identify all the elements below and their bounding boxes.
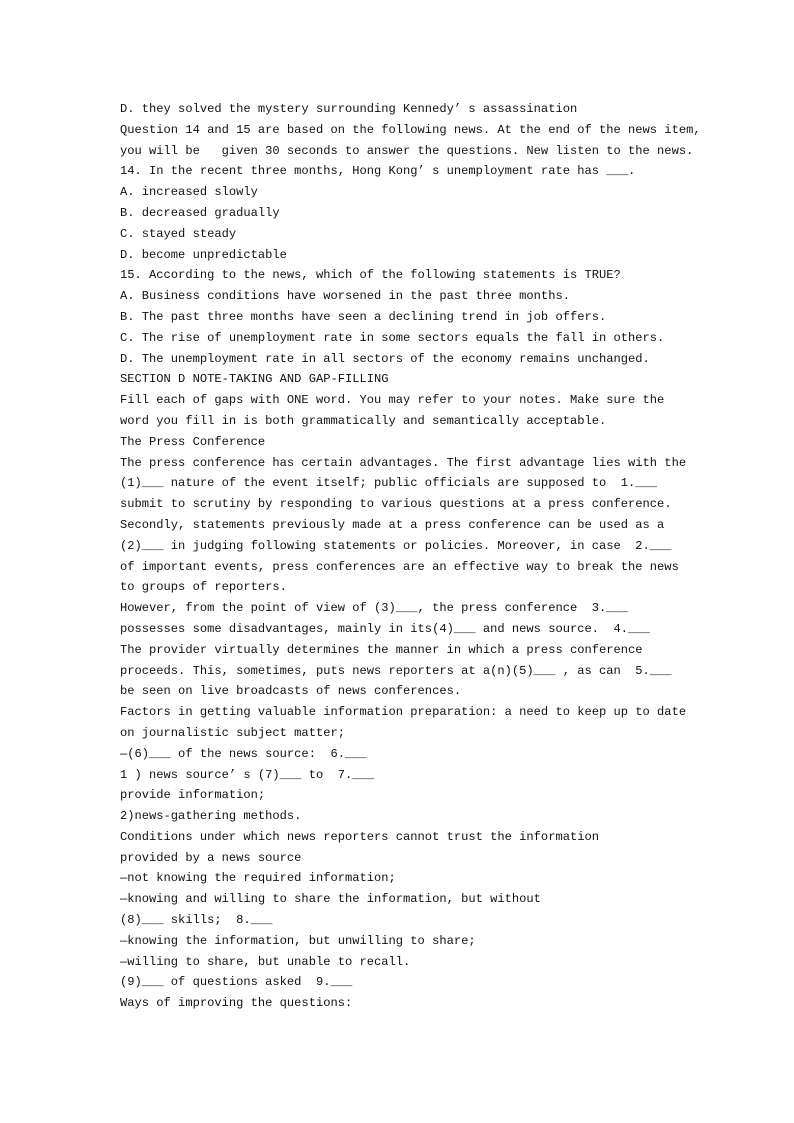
- passage-line: proceeds. This, sometimes, puts news reporters at a(n)(5)___ , as can 5.___: [120, 663, 672, 678]
- passage-title: The Press Conference: [120, 434, 266, 449]
- question-14: 14. In the recent three months, Hong Kong’ s unemployment rate has ___.: [120, 164, 636, 179]
- notes-line: 2)news-gathering methods.: [120, 809, 302, 824]
- passage-line: Secondly, statements previously made at a press conference can be used as a: [120, 517, 665, 532]
- option-d: D. The unemployment rate in all sectors of the economy remains unchanged.: [120, 351, 650, 366]
- option-a: A. Business conditions have worsened in the past three months.: [120, 289, 570, 304]
- notes-line: provided by a news source: [120, 850, 302, 865]
- text-line: Question 14 and 15 are based on the following news. At the end of the news item,: [120, 122, 701, 137]
- passage-line: The provider virtually determines the manner in which a press conference: [120, 642, 643, 657]
- notes-line: —not knowing the required information;: [120, 871, 396, 886]
- text-line: you will be given 30 seconds to answer the questions. New listen to the news.: [120, 143, 694, 158]
- question-15: 15. According to the news, which of the following statements is TRUE?: [120, 268, 621, 283]
- notes-line: on journalistic subject matter;: [120, 725, 345, 740]
- passage-line: The press conference has certain advantages. The first advantage lies with the: [120, 455, 687, 470]
- notes-line: Factors in getting valuable information preparation: a need to keep up to date: [120, 705, 687, 720]
- text-line: D. they solved the mystery surrounding Kennedy’ s assassination: [120, 102, 578, 116]
- option-a: A. increased slowly: [120, 185, 258, 200]
- option-b: B. The past three months have seen a declining trend in job offers.: [120, 309, 607, 324]
- notes-line: —willing to share, but unable to recall.: [120, 954, 411, 969]
- passage-line: be seen on live broadcasts of news conferences.: [120, 684, 462, 699]
- notes-line: —(6)___ of the news source: 6.___: [120, 746, 367, 761]
- option-b: B. decreased gradually: [120, 205, 280, 220]
- instruction-text: Fill each of gaps with ONE word. You may refer to your notes. Make sure the: [120, 393, 665, 408]
- passage-line: However, from the point of view of (3)___, the press conference 3.___: [120, 601, 629, 616]
- option-c: C. The rise of unemployment rate in some sectors equals the fall in others.: [120, 330, 665, 345]
- option-c: C. stayed steady: [120, 226, 237, 241]
- notes-line: provide information;: [120, 788, 266, 803]
- notes-line: (8)___ skills; 8.___: [120, 913, 273, 928]
- notes-line: —knowing the information, but unwilling to share;: [120, 933, 476, 948]
- passage-line: submit to scrutiny by responding to various questions at a press conference.: [120, 497, 672, 512]
- passage-line: (1)___ nature of the event itself; public officials are supposed to 1.___: [120, 476, 658, 491]
- notes-line: Conditions under which news reporters cannot trust the information: [120, 829, 599, 844]
- document-page: [120, 99, 700, 1014]
- passage-line: possesses some disadvantages, mainly in its(4)___ and news source. 4.___: [120, 621, 650, 636]
- passage-line: (2)___ in judging following statements or policies. Moreover, in case 2.___: [120, 538, 672, 553]
- notes-line: 1 ) news source’ s (7)___ to 7.___: [120, 767, 375, 782]
- notes-line: —knowing and willing to share the information, but without: [120, 892, 541, 907]
- instruction-text: word you fill in is both grammatically and semantically acceptable.: [120, 413, 607, 428]
- notes-line: (9)___ of questions asked 9.___: [120, 975, 353, 990]
- section-heading: SECTION D NOTE-TAKING AND GAP-FILLING: [120, 372, 389, 387]
- passage-line: of important events, press conferences are an effective way to break the news: [120, 559, 679, 574]
- notes-line: Ways of improving the questions:: [120, 996, 353, 1011]
- passage-line: to groups of reporters.: [120, 580, 287, 595]
- option-d: D. become unpredictable: [120, 247, 287, 262]
